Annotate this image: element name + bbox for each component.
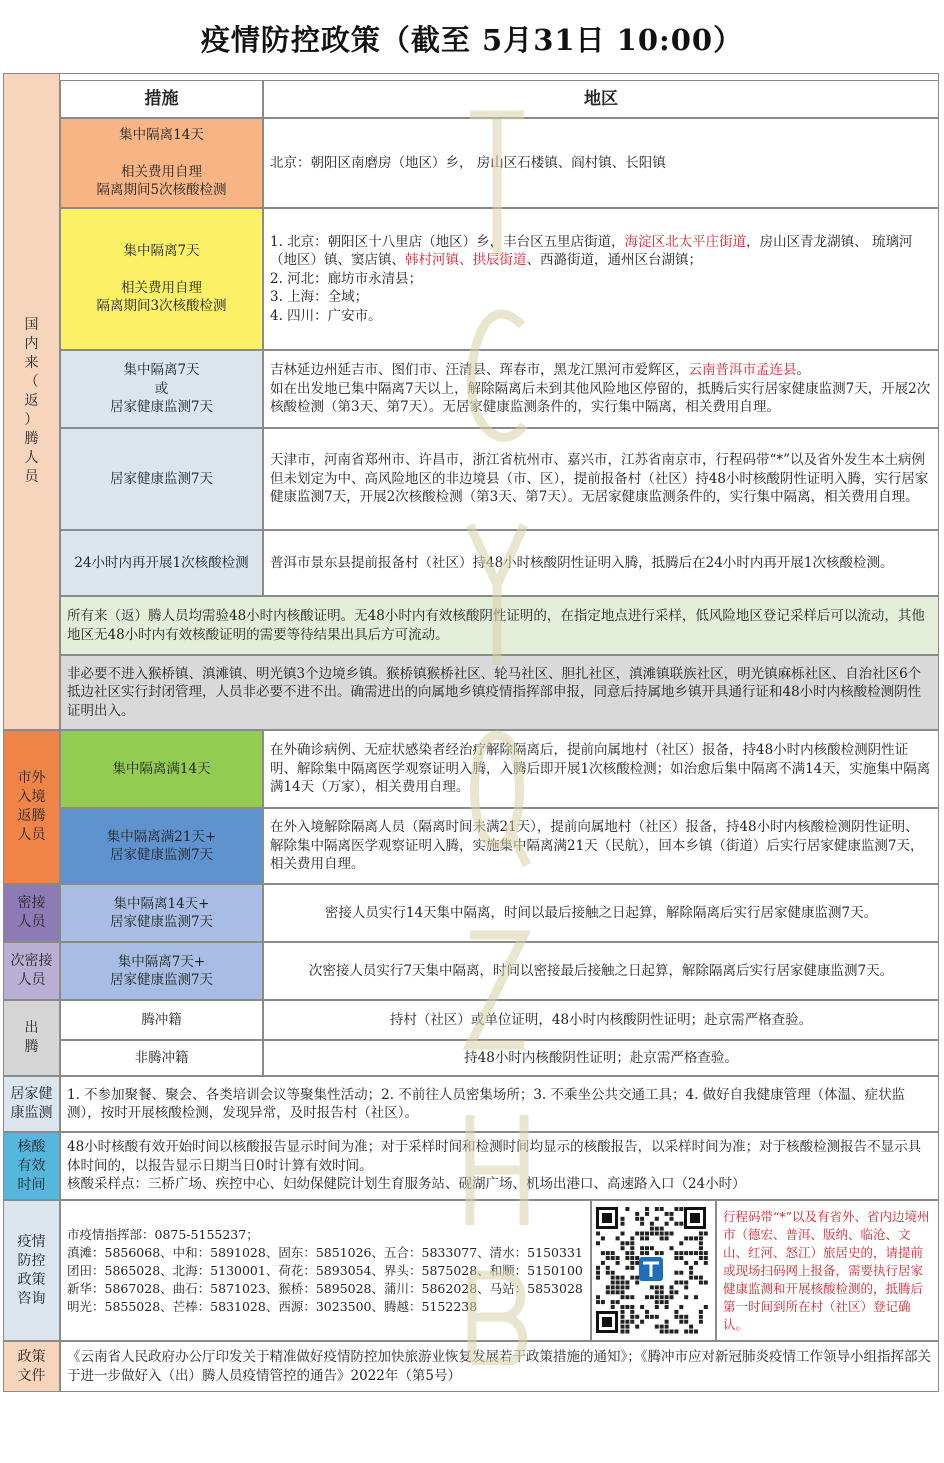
qr-module (679, 1241, 683, 1245)
qr-module (635, 1281, 639, 1285)
measure-cell: 24小时内再开展1次核酸检测 (60, 530, 263, 596)
header-area: 地区 (263, 80, 939, 118)
qr-module (635, 1325, 639, 1329)
qr-module (606, 1271, 610, 1275)
qr-module (630, 1236, 634, 1240)
qr-module (611, 1256, 615, 1260)
qr-module (635, 1212, 639, 1216)
qr-module (650, 1295, 654, 1299)
qr-module (625, 1325, 629, 1329)
qr-module (645, 1251, 649, 1255)
policy-docs-text: 《云南省人民政府办公厅印发关于精准做好疫情防控加快旅游业恢复发展若干政策措施的通知》；《腾冲市应对新冠肺炎疫情工作领导小组指挥部关于进一步做好入（出）腾人员疫情管控的通告》2022年（第5号） (60, 1341, 939, 1392)
qr-module (665, 1295, 669, 1299)
qr-module (655, 1251, 659, 1255)
qr-module (655, 1295, 659, 1299)
qr-module (621, 1222, 625, 1226)
qr-module (640, 1236, 644, 1240)
qr-module (679, 1281, 683, 1285)
qr-module (674, 1271, 678, 1275)
qr-module (660, 1325, 664, 1329)
qr-module (699, 1320, 703, 1324)
qr-module (630, 1320, 634, 1324)
qr-module (640, 1305, 644, 1309)
qr-module (660, 1232, 664, 1236)
qr-module (625, 1330, 629, 1334)
qr-module (621, 1320, 625, 1324)
qr-module (694, 1251, 698, 1255)
qr-module (655, 1227, 659, 1231)
qr-module (689, 1266, 693, 1270)
qr-module (689, 1236, 693, 1240)
qr-module (684, 1251, 688, 1255)
qr-module (611, 1271, 615, 1275)
qr-module (694, 1261, 698, 1265)
hotline-list: 市疫情指挥部：0875-5155237； 滇滩：5856068、中和：5891028、固东：5851026、五合：5833077、清水：5150331 团田：5865028、北海：5130001、荷花：5893054、界头：5875028、和顺：5150100 新华：5867028、曲石：5871023、猴桥：5895028、蒲川：5862028、马站：5853028 明光：5855028、芒棒：5831028、西源：3023500、腾越：5152238 (60, 1200, 591, 1341)
qr-module (674, 1290, 678, 1294)
section-overseas-label-text: 市外 入境 返腾 人员 (3, 730, 60, 884)
measure-cell: 集中隔离7天 相关费用自理 隔离期间3次核酸检测 (60, 208, 263, 350)
qr-module (674, 1315, 678, 1319)
qr-module (635, 1315, 639, 1319)
qr-module (670, 1330, 674, 1334)
qr-module (684, 1320, 688, 1324)
qr-module (630, 1315, 634, 1319)
qr-module (625, 1295, 629, 1299)
qr-module (635, 1217, 639, 1221)
qr-module (645, 1246, 649, 1250)
qr-module (684, 1285, 688, 1289)
area-cell: 天津市，河南省郑州市、许昌市，浙江省杭州市、嘉兴市，江苏省南京市，行程码带“*”以及省外发生本土病例但未划定为中、高风险地区的非边境县（市、区），提前报备村（社区）持48小时核酸阴性证明入腾，实行居家健康监测7天，开展2次核酸检测（第3天、第7天）。无居家健康监测条件的，实行集中隔离，相关费用自理。 (263, 428, 939, 530)
qr-module (660, 1251, 664, 1255)
qr-module (670, 1285, 674, 1289)
qr-module (645, 1295, 649, 1299)
qr-module (616, 1285, 620, 1289)
measure-cell: 腾冲籍 (60, 1000, 263, 1040)
qr-module (630, 1241, 634, 1245)
qr-module (665, 1222, 669, 1226)
qr-module (625, 1285, 629, 1289)
measure-cell: 集中隔离14天 相关费用自理 隔离期间5次核酸检测 (60, 118, 263, 208)
qr-module (665, 1325, 669, 1329)
nucleic-text: 48小时核酸有效开始时间以核酸报告显示时间为准；对于采样时间和检测时间均显示的核酸报告，以采样时间为准；对于核酸检测报告不显示具体时间的，以报告显示日期当日0时计算有效时间。 核酸采样点：三桥广场、疾控中心、妇幼保健院计划生育服务站、砚湖广场、机场出港口、高速路入口（24小时） (60, 1132, 939, 1200)
qr-module (689, 1271, 693, 1275)
qr-module (611, 1276, 615, 1280)
qr-module (621, 1217, 625, 1221)
section-nucleic-label: 核酸 有效 时间 (3, 1132, 60, 1200)
qr-module (616, 1261, 620, 1265)
qr-module (684, 1261, 688, 1265)
qr-module (650, 1232, 654, 1236)
qr-module (625, 1281, 629, 1285)
qr-module (640, 1232, 644, 1236)
qr-module (665, 1305, 669, 1309)
qr-module (625, 1241, 629, 1245)
qr-module (660, 1236, 664, 1240)
qr-module (616, 1290, 620, 1294)
qr-module (611, 1251, 615, 1255)
qr-module (625, 1207, 629, 1211)
qr-module (625, 1320, 629, 1324)
qr-module (645, 1207, 649, 1211)
area-cell: 北京：朝阳区南磨房（地区）乡， 房山区石楼镇、阎村镇、长阳镇 (263, 118, 939, 208)
home-monitor-text: 1. 不参加聚餐、聚会、各类培训会议等聚集性活动；2. 不前往人员密集场所；3. 不乘坐公共交通工具；4. 做好自我健康管理（体温、症状监测），按时开展核酸检测，发现异常，及时报告村（社区）。 (60, 1076, 939, 1132)
section-hotline-label: 疫情 防控 政策 咨询 (3, 1200, 60, 1341)
qr-module (616, 1281, 620, 1285)
qr-module (660, 1207, 664, 1211)
qr-module (596, 1232, 600, 1236)
qr-module (635, 1261, 639, 1265)
qr-module (640, 1217, 644, 1221)
measure-cell: 集中隔离满14天 (60, 730, 263, 808)
area-cell: 次密接人员实行7天集中隔离，时间以密接最后接触之日起算，解除隔离后实行居家健康监测7天。 (263, 942, 939, 1000)
qr-module (635, 1232, 639, 1236)
qr-module (679, 1320, 683, 1324)
measure-cell: 非腾冲籍 (60, 1040, 263, 1076)
section-policy-docs-label: 政策 文件 (3, 1341, 60, 1392)
qr-module (679, 1271, 683, 1275)
measure-cell: 集中隔离满21天+ 居家健康监测7天 (60, 808, 263, 884)
qr-module (640, 1251, 644, 1255)
qr-module (699, 1315, 703, 1319)
qr-module (660, 1300, 664, 1304)
measure-cell: 居家健康监测7天 (60, 428, 263, 530)
qr-module (616, 1276, 620, 1280)
measure-cell: 集中隔离7天+ 居家健康监测7天 (60, 942, 263, 1000)
qr-module (601, 1261, 605, 1265)
qr-module (596, 1271, 600, 1275)
qr-module (660, 1295, 664, 1299)
section-home-monitor-label: 居家健 康监测 (3, 1076, 60, 1132)
qr-module (689, 1276, 693, 1280)
qr-module (684, 1315, 688, 1319)
area-cell: 1. 北京：朝阳区十八里店（地区）乡，丰台区五里店街道，海淀区北太平庄街道，房山区青龙湖镇、 琉璃河（地区）镇、窦店镇、韩村河镇、拱辰街道、西潞街道，通州区台湖镇； 2. 河北：廊坊市永清县； 3. 上海：全域； 4. 四川：广安市。 (263, 208, 939, 350)
qr-module (655, 1217, 659, 1221)
qr-module (601, 1236, 605, 1240)
qr-module (606, 1251, 610, 1255)
qr-module (699, 1236, 703, 1240)
qr-module (621, 1315, 625, 1319)
qr-module (679, 1251, 683, 1255)
qr-module (640, 1246, 644, 1250)
qr-module (645, 1236, 649, 1240)
qr-module (699, 1256, 703, 1260)
qr-module (699, 1276, 703, 1280)
qr-module (655, 1285, 659, 1289)
qr-module (655, 1232, 659, 1236)
qr-module (601, 1251, 605, 1255)
qr-module (635, 1276, 639, 1280)
qr-module (621, 1241, 625, 1245)
qr-module (665, 1330, 669, 1334)
qr-module (655, 1325, 659, 1329)
qr-module (606, 1266, 610, 1270)
qr-module (596, 1266, 600, 1270)
qr-module (616, 1300, 620, 1304)
qr-module (611, 1285, 615, 1289)
qr-module (674, 1256, 678, 1260)
qr-module (630, 1256, 634, 1260)
qr-module (606, 1290, 610, 1294)
section-close-contact-label: 密接 人员 (3, 884, 60, 942)
qr-module (670, 1246, 674, 1250)
qr-module (684, 1236, 688, 1240)
qr-module (630, 1251, 634, 1255)
qr-module (611, 1305, 615, 1309)
qr-module (625, 1305, 629, 1309)
section-secondary-contact-label: 次密接 人员 (3, 942, 60, 1000)
qr-module (694, 1236, 698, 1240)
qr-module (621, 1246, 625, 1250)
qr-module (674, 1222, 678, 1226)
area-cell: 密接人员实行14天集中隔离，时间以最后接触之日起算，解除隔离后实行居家健康监测7天。 (263, 884, 939, 942)
qr-module (670, 1232, 674, 1236)
qr-code-icon[interactable] (594, 1205, 708, 1335)
measure-cell: 集中隔离14天+ 居家健康监测7天 (60, 884, 263, 942)
area-cell: 在外入境解除隔离人员（隔离时间未满21天），提前向属地村（社区）报备，持48小时内核酸检测阴性证明、解除集中隔离医学观察证明入腾，实施集中隔离满21天（民航），回本乡镇（街道）后实行居家健康监测7天，相关费用自理。 (263, 808, 939, 884)
qr-module (660, 1290, 664, 1294)
qr-module (699, 1241, 703, 1245)
qr-module (694, 1276, 698, 1280)
qr-module (665, 1236, 669, 1240)
qr-module (689, 1330, 693, 1334)
qr-module (596, 1300, 600, 1304)
qr-module (694, 1330, 698, 1334)
qr-module (630, 1305, 634, 1309)
qr-module (596, 1241, 600, 1245)
qr-module (621, 1276, 625, 1280)
qr-module (679, 1315, 683, 1319)
area-cell: 持村（社区）或单位证明，48小时内核酸阴性证明；赴京需严格查验。 (263, 1000, 939, 1040)
qr-module (596, 1295, 600, 1299)
qr-module (650, 1222, 654, 1226)
qr-module (679, 1207, 683, 1211)
qr-module (650, 1285, 654, 1289)
qr-module (630, 1295, 634, 1299)
section-domestic-label: 国 内 来 （ 返 ） 腾 人 员 (3, 73, 60, 730)
qr-module (665, 1320, 669, 1324)
qr-module (704, 1261, 708, 1265)
qr-module (679, 1222, 683, 1226)
qr-module (606, 1285, 610, 1289)
qr-module (674, 1281, 678, 1285)
qr-module (621, 1295, 625, 1299)
qr-module (645, 1315, 649, 1319)
qr-module (689, 1325, 693, 1329)
qr-module (645, 1310, 649, 1314)
qr-module (670, 1217, 674, 1221)
note-border-towns: 非必要不进入猴桥镇、滇滩镇、明光镇3个边境乡镇。猴桥镇猴桥社区、轮马社区、胆扎社区，滇滩镇联族社区，明光镇麻栎社区、自治社区6个抵边社区实行封闭管理，人员非必要不进不出。确需进出的向属地乡镇疫情指挥部申报，同意后持属地乡镇开具通行证和48小时内核酸检测阴性证明出入。 (60, 655, 939, 730)
qr-module (611, 1290, 615, 1294)
qr-module (606, 1256, 610, 1260)
qr-module (621, 1310, 625, 1314)
qr-module (655, 1315, 659, 1319)
qr-module (660, 1285, 664, 1289)
qr-module (655, 1290, 659, 1294)
qr-module (674, 1330, 678, 1334)
qr-module (640, 1222, 644, 1226)
qr-module (660, 1330, 664, 1334)
qr-module (665, 1212, 669, 1216)
qr-module (665, 1300, 669, 1304)
qr-module (621, 1290, 625, 1294)
qr-module (616, 1256, 620, 1260)
qr-module (674, 1251, 678, 1255)
qr-module (611, 1281, 615, 1285)
qr-module (640, 1320, 644, 1324)
note-nucleic-requirement: 所有来（返）腾人员均需验48小时内核酸证明。无48小时内有效核酸阴性证明的，在指定地点进行采样，低风险地区登记采样后可以流动，其他地区无48小时内有效核酸证明的需要等待结果出具后方可流动。 (60, 596, 939, 655)
qr-module (625, 1256, 629, 1260)
qr-module (684, 1330, 688, 1334)
qr-module (660, 1227, 664, 1231)
qr-module (645, 1212, 649, 1216)
qr-module (601, 1300, 605, 1304)
qr-module (635, 1256, 639, 1260)
qr-module (704, 1232, 708, 1236)
qr-module (645, 1232, 649, 1236)
qr-module (699, 1246, 703, 1250)
qr-module (621, 1232, 625, 1236)
qr-module (670, 1290, 674, 1294)
qr-module (655, 1207, 659, 1211)
qr-module (650, 1227, 654, 1231)
qr-module (699, 1232, 703, 1236)
qr-module (679, 1305, 683, 1309)
qr-module (704, 1256, 708, 1260)
area-cell: 在外确诊病例、无症状感染者经治疗解除隔离后，提前向属地村（社区）报备，持48小时内核酸检测阴性证明、解除集中隔离医学观察证明入腾，入腾后即开展1次核酸检测；如治愈后集中隔离不满14天，实施集中隔离满14天（万家），相关费用自理。 (263, 730, 939, 808)
qr-module (625, 1251, 629, 1255)
qr-module (655, 1300, 659, 1304)
qr-module (674, 1207, 678, 1211)
page-title: 疫情防控政策（截至 5月31日 10:00） (200, 23, 744, 57)
qr-module (684, 1281, 688, 1285)
qr-module (679, 1256, 683, 1260)
qr-module (616, 1236, 620, 1240)
qr-note: 行程码带“*”以及有省外、省内边境州市（德宏、普洱、版纳、临沧、文山、红河、怒江）旅居史的，请提前或现场扫码网上报备，需要执行居家健康监测和开展核酸检测的，抵腾后第一时间到所在村（社区）登记确认。 (716, 1200, 939, 1341)
qr-module (704, 1251, 708, 1255)
qr-module (630, 1246, 634, 1250)
qr-module (625, 1266, 629, 1270)
qr-module (699, 1251, 703, 1255)
qr-module (621, 1285, 625, 1289)
measure-cell: 集中隔离7天 或 居家健康监测7天 (60, 350, 263, 428)
qr-module (596, 1276, 600, 1280)
section-leaving-label: 出 腾 (3, 1000, 60, 1076)
qr-module (694, 1295, 698, 1299)
qr-module (650, 1246, 654, 1250)
qr-module (670, 1212, 674, 1216)
header-measure: 措施 (60, 80, 263, 118)
qr-module (630, 1266, 634, 1270)
qr-module (650, 1315, 654, 1319)
qr-module (674, 1310, 678, 1314)
qr-module (611, 1300, 615, 1304)
qr-module (621, 1305, 625, 1309)
qr-module (621, 1330, 625, 1334)
qr-module (665, 1232, 669, 1236)
qr-module (699, 1310, 703, 1314)
qr-module (621, 1281, 625, 1285)
qr-module (704, 1305, 708, 1309)
qr-module (684, 1295, 688, 1299)
qr-module (630, 1276, 634, 1280)
qr-module (689, 1251, 693, 1255)
qr-module (630, 1261, 634, 1265)
area-cell: 普洱市景东县提前报备村（社区）持48小时核酸阴性证明入腾，抵腾后在24小时内再开展1次核酸检测。 (263, 530, 939, 596)
qr-module (630, 1310, 634, 1314)
qr-module (670, 1295, 674, 1299)
area-cell: 吉林延边州延吉市、图们市、汪清县、珲春市，黑龙江黑河市爱辉区，云南普洱市孟连县。 如在出发地已集中隔离7天以上，解除隔离后未到其他风险地区停留的，抵腾后实行居家健康监测7天，开展2次核酸检测（第3天、第7天）。无居家健康监测条件的，实行集中隔离，相关费用自理。 (263, 350, 939, 428)
qr-module (621, 1325, 625, 1329)
qr-module (655, 1305, 659, 1309)
qr-module (704, 1281, 708, 1285)
qr-module (699, 1281, 703, 1285)
area-cell: 持48小时内核酸阴性证明；赴京需严格查验。 (263, 1040, 939, 1076)
